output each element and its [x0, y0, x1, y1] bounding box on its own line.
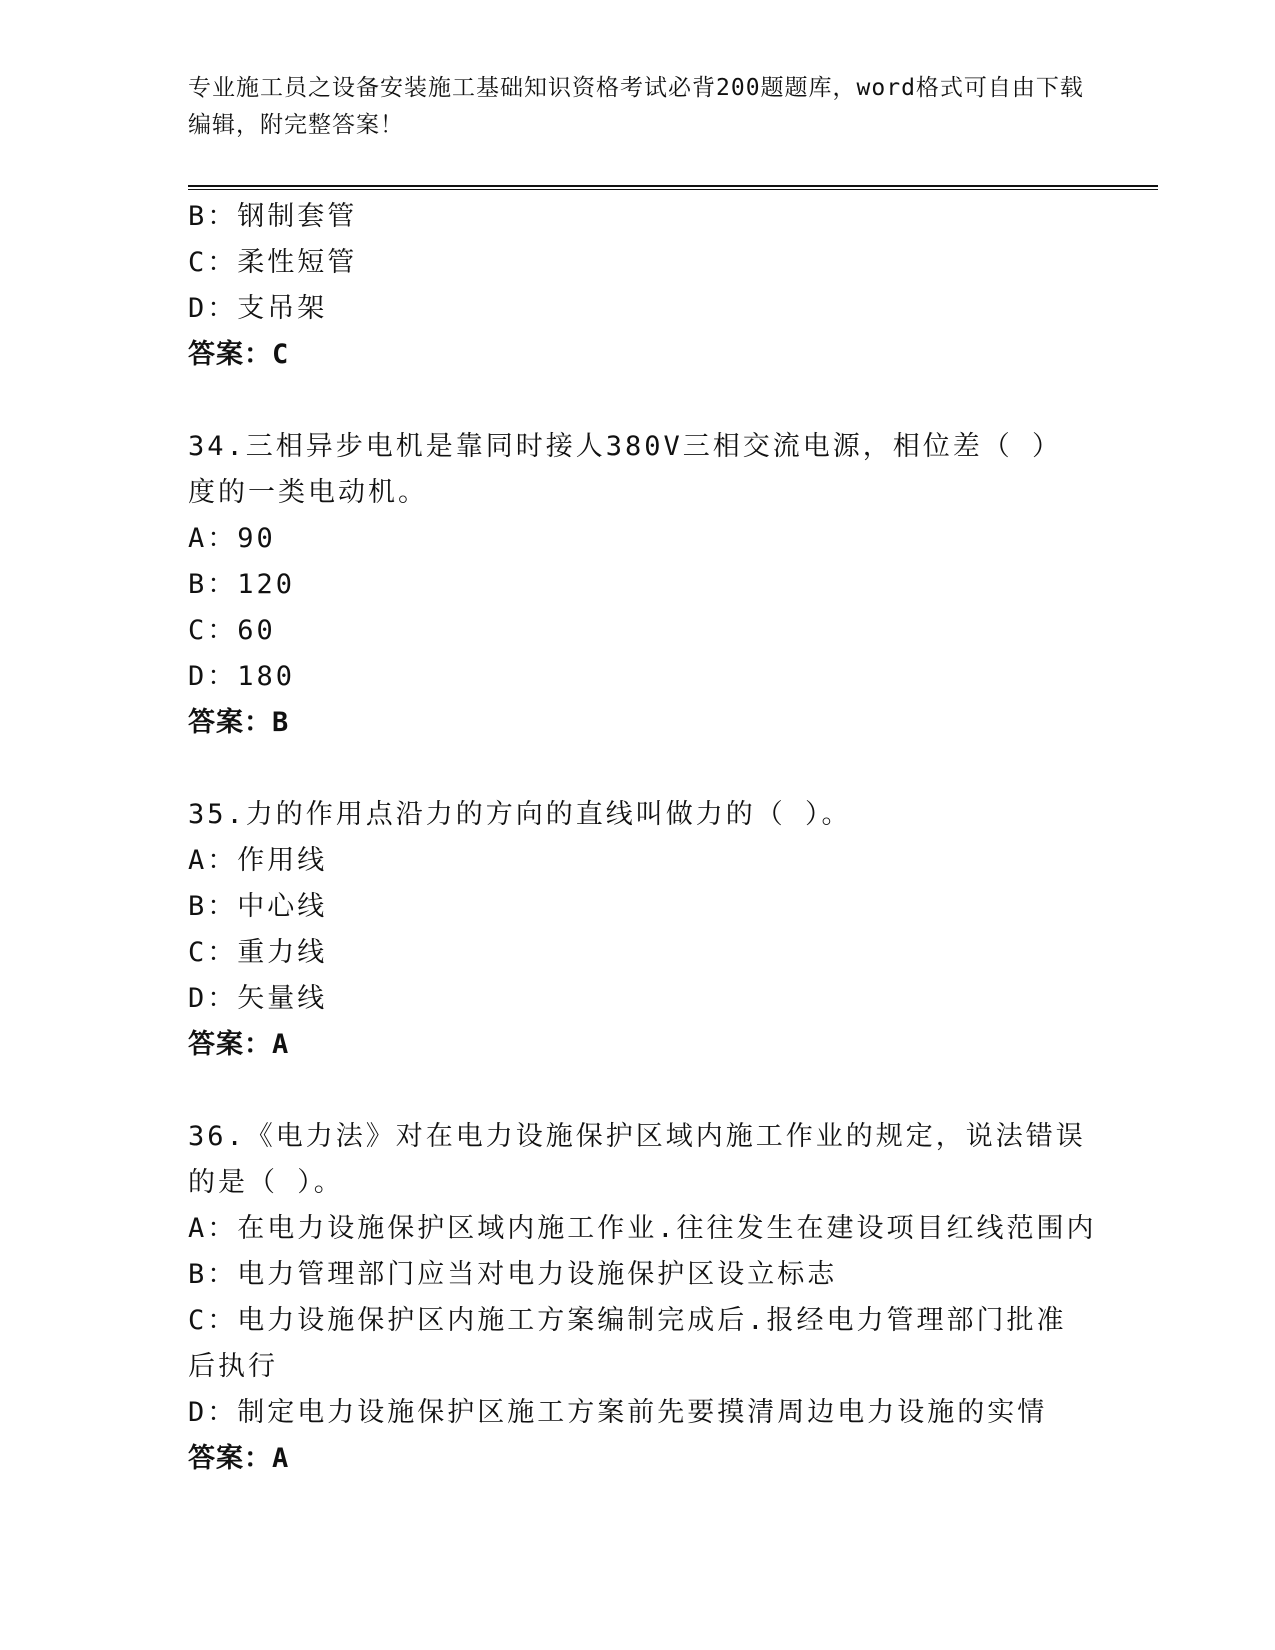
document-header: 专业施工员之设备安装施工基础知识资格考试必背200题题库，word格式可自由下载编辑，附完整答案！	[188, 75, 1084, 138]
document-page	[188, 70, 1158, 1482]
answer-line: 答案：A	[188, 1443, 290, 1474]
question-block-36	[188, 1114, 1158, 1482]
question-block-33	[188, 194, 1158, 378]
option-b: B：中心线	[188, 891, 328, 922]
option-b: B：钢制套管	[188, 201, 358, 232]
option-b: B：电力管理部门应当对电力设施保护区设立标志	[188, 1259, 838, 1290]
option-d: D：180	[188, 661, 296, 692]
option-d: D：支吊架	[188, 293, 328, 324]
header-divider	[188, 185, 1158, 190]
option-c: C：电力设施保护区内施工方案编制完成后.报经电力管理部门批准后执行	[188, 1305, 1067, 1382]
option-a: A：作用线	[188, 845, 328, 876]
option-c: C：60	[188, 615, 276, 646]
option-a: A：90	[188, 523, 276, 554]
option-c: C：重力线	[188, 937, 328, 968]
question-stem: 36.《电力法》对在电力设施保护区域内施工作业的规定，说法错误的是（ ）。	[188, 1121, 1086, 1198]
question-stem: 35.力的作用点沿力的方向的直线叫做力的（ ）。	[188, 799, 852, 830]
question-list	[188, 194, 1158, 1482]
question-stem: 34.三相异步电机是靠同时接人380V三相交流电源，相位差（ ）度的一类电动机。	[188, 431, 1063, 508]
option-c: C：柔性短管	[188, 247, 358, 278]
option-a: A：在电力设施保护区域内施工作业.往往发生在建设项目红线范围内	[188, 1213, 1097, 1244]
question-block-34	[188, 424, 1158, 746]
option-d: D：制定电力设施保护区施工方案前先要摸清周边电力设施的实情	[188, 1397, 1048, 1428]
question-block-35	[188, 792, 1158, 1068]
answer-line: 答案：A	[188, 1029, 290, 1060]
answer-line: 答案：C	[188, 339, 290, 370]
option-b: B：120	[188, 569, 296, 600]
option-d: D：矢量线	[188, 983, 328, 1014]
answer-line: 答案：B	[188, 707, 290, 738]
